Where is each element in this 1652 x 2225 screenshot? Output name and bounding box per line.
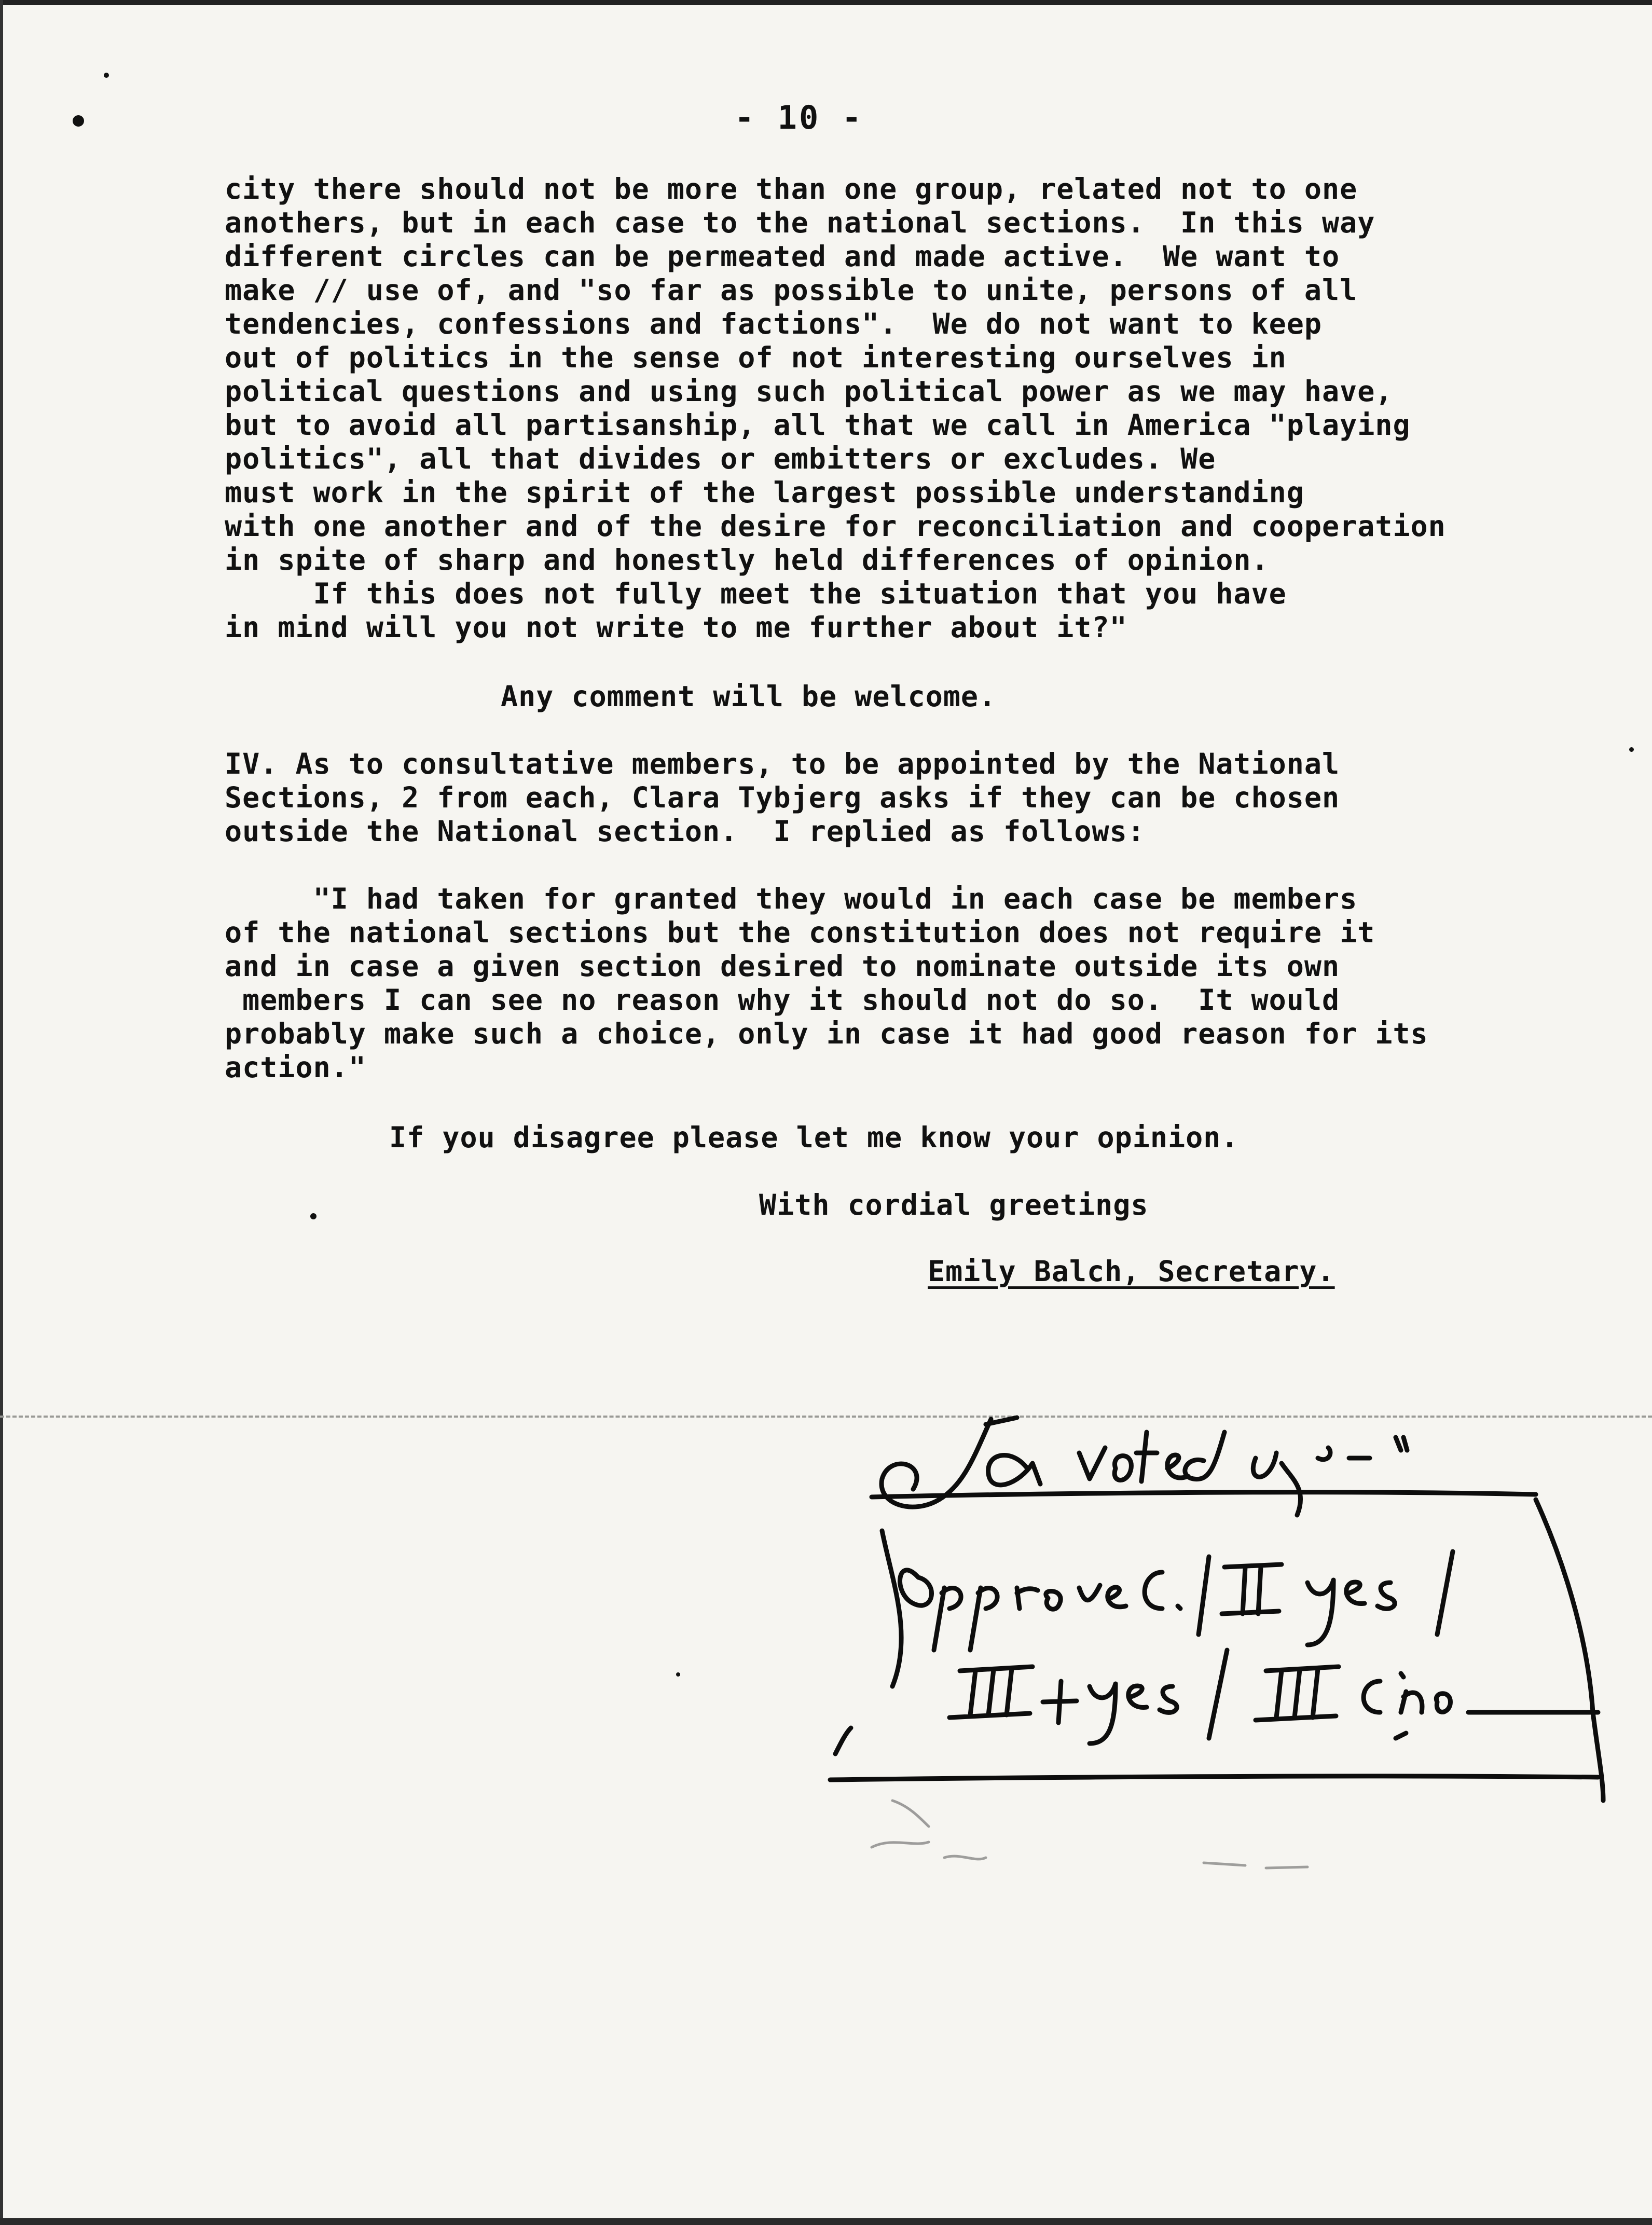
closing-line: With cordial greetings [759, 1188, 1149, 1221]
text-line: and in case a given section desired to nominate outside its own [225, 950, 1340, 983]
page-number: - 10 - [735, 99, 863, 136]
text-line: in mind will you not write to me further about it?" [225, 611, 1127, 644]
text-line: make // use of, and "so far as possible to unite, persons of all [225, 273, 1358, 307]
text-line: out of politics in the sense of not interesting ourselves in [225, 341, 1287, 374]
text-line: must work in the spirit of the largest possible understanding [225, 476, 1304, 509]
text-line: If this does not fully meet the situation that you have [225, 577, 1287, 610]
text-line: in spite of sharp and honestly held differences of opinion. [225, 543, 1269, 576]
disagree-line: If you disagree please let me know your opinion. [389, 1121, 1239, 1154]
text-line: members I can see no reason why it should not do so. It would [225, 983, 1340, 1017]
signature-line: Emily Balch, Secretary. [928, 1255, 1335, 1288]
text-line: Sections, 2 from each, Clara Tybjerg asks if they can be chosen [225, 781, 1340, 814]
text-line: different circles can be permeated and made active. We want to [225, 240, 1340, 273]
text-line: probably make such a choice, only in case it had good reason for its [225, 1017, 1428, 1050]
text-line: city there should not be more than one group, related not to one [225, 172, 1358, 205]
text-line: political questions and using such political power as we may have, [225, 375, 1393, 408]
text-line: anothers, but in each case to the national sections. In this way [225, 206, 1375, 239]
text-line: of the national sections but the constitution does not require it [225, 916, 1375, 949]
text-line: "I had taken for granted they would in each case be members [225, 882, 1358, 915]
text-line: tendencies, confessions and factions". We do not want to keep [225, 307, 1322, 340]
text-line: with one another and of the desire for reconciliation and cooperation [225, 510, 1446, 543]
text-line: outside the National section. I replied as follows: [225, 815, 1145, 848]
text-line: politics", all that divides or embitters or excludes. We [225, 442, 1216, 475]
text-line: IV. As to consultative members, to be appointed by the National [225, 747, 1340, 780]
comment-line: Any comment will be welcome. [501, 680, 997, 713]
text-line: action." [225, 1051, 366, 1084]
text-line: but to avoid all partisanship, all that we call in America "playing [225, 408, 1411, 442]
